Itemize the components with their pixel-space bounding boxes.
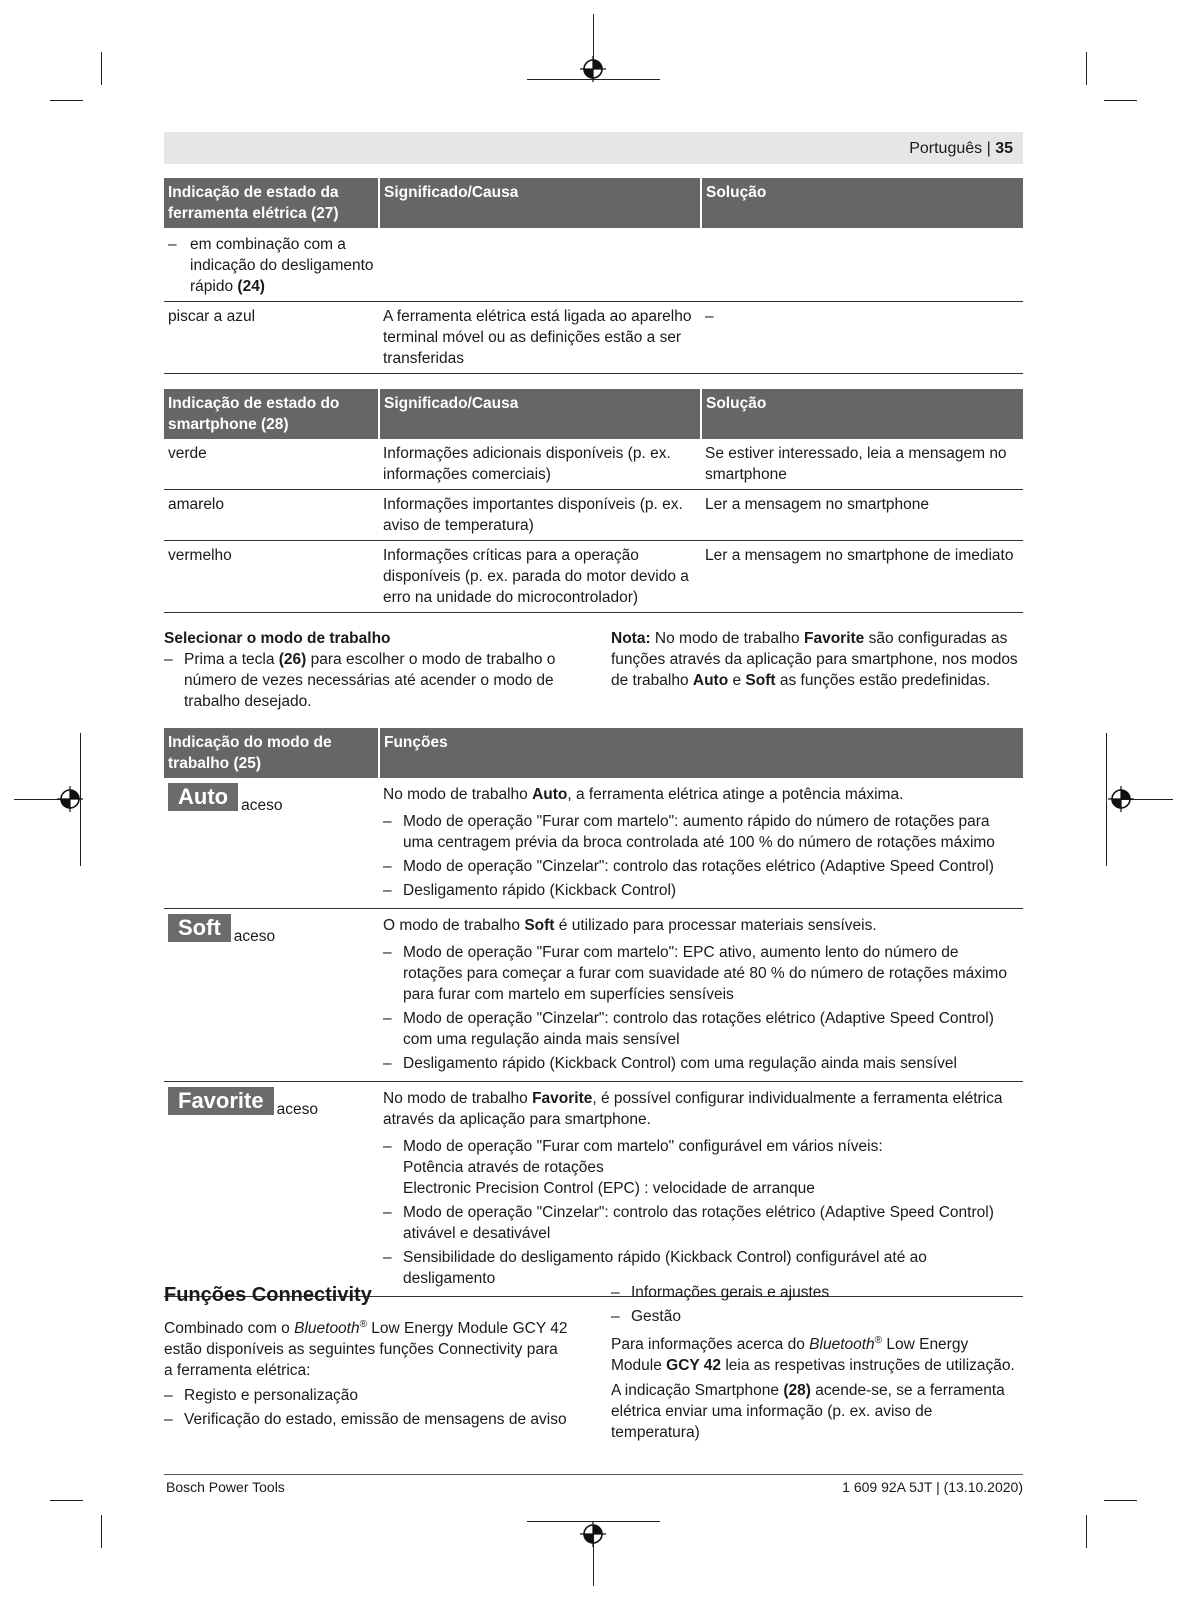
table-row: [164, 778, 1023, 909]
table-header-cell: Solução: [701, 178, 1023, 228]
lead-text: No modo de trabalho: [383, 1090, 528, 1107]
lead-mode: Soft: [524, 917, 555, 934]
list-item: – Modo de operação "Cinzelar": controlo das rotações elétrico (Adaptive Speed Control) ativável e desativável: [383, 1204, 994, 1242]
crop-mark-br-v: [1086, 1515, 1087, 1548]
paragraph-text: A indicação Smartphone: [611, 1382, 780, 1400]
key-reference: (26): [278, 651, 307, 668]
footer-brand: Bosch Power Tools: [166, 1479, 285, 1495]
list-item-text: Electronic Precision Control (EPC) : velocidade de arranque: [403, 1180, 815, 1197]
note-text: são configuradas as funções através da aplicação para smartphone, nos modos de trabalho: [611, 630, 1018, 689]
list-item-text: Desligamento rápido (Kickback Control) com uma regulação ainda mais sensível: [403, 1055, 957, 1072]
table-cell: piscar a azul: [164, 302, 379, 374]
select-mode-section: [164, 628, 569, 712]
mode-badge-soft: Soft: [168, 914, 231, 942]
table-cell: amarelo: [164, 490, 379, 541]
list-item: – Sensibilidade do desligamento rápido (Kickback Control) configurável até ao desligamento: [383, 1249, 927, 1287]
list-item: – Gestão: [611, 1308, 681, 1325]
table-cell: – em combinação com a indicação do desligamento rápido (24): [164, 228, 379, 302]
crop-mark-bl-v: [101, 1515, 102, 1548]
table-cell: Ler a mensagem no smartphone de imediato: [701, 541, 1023, 613]
lead-mode: Favorite: [532, 1090, 593, 1107]
registration-target-icon: [580, 56, 606, 82]
footer-doc-number: 1 609 92A 5JT | (13.10.2020): [842, 1479, 1023, 1495]
select-mode-instruction: [164, 649, 569, 712]
list-item: – Verificação do estado, emissão de mensagens de aviso: [164, 1411, 567, 1429]
mode-description: [383, 784, 1019, 805]
header-separator: |: [986, 140, 991, 157]
table-cell: Informações adicionais disponíveis (p. ex. informações comerciais): [379, 439, 701, 490]
table-header-cell: Significado/Causa: [379, 389, 701, 439]
paragraph-text: Low Energy Module GCY 42 estão disponíveis as seguintes funções Connectivity para a ferramenta elétrica:: [164, 1320, 568, 1380]
mode-badge-favorite: Favorite: [168, 1087, 274, 1115]
table-row: [164, 439, 1023, 490]
connectivity-paragraph: [611, 1380, 1023, 1443]
note-mode-favorite: Favorite: [804, 630, 865, 647]
instruction-text: para escolher o modo de trabalho o número de vezes necessárias até acender o modo de trabalho desejado.: [184, 651, 556, 710]
table-row: [164, 228, 1023, 302]
instruction-text: Prima a tecla: [184, 651, 275, 668]
list-item-text: Modo de operação "Furar com martelo" configurável em vários níveis:: [403, 1138, 883, 1155]
mode-description: [383, 915, 1019, 936]
list-item-text: Registo e personalização: [184, 1387, 359, 1405]
registration-mark-right-line: [1106, 733, 1107, 866]
table-header-cell: Indicação de estado da ferramenta elétrica (27): [164, 178, 379, 228]
header-language: Português: [909, 140, 983, 157]
dash-bullet: –: [164, 651, 173, 668]
registration-target-icon: [1108, 786, 1134, 812]
page-header-band: [164, 132, 1023, 164]
list-item-text: Modo de operação "Cinzelar": controlo das rotações elétrico (Adaptive Speed Control): [403, 858, 994, 875]
table-cell: [379, 909, 1023, 1082]
table-cell: A ferramenta elétrica está ligada ao aparelho terminal móvel ou as definições estão a ser transferidas: [379, 302, 701, 374]
crop-mark-bl-h: [50, 1500, 83, 1501]
list-item: – Registo e personalização: [164, 1387, 359, 1405]
table-header-cell: Funções: [379, 728, 1023, 778]
table-row: [164, 541, 1023, 613]
table-cell: vermelho: [164, 541, 379, 613]
list-item-text: Verificação do estado, emissão de mensagens de aviso: [184, 1411, 567, 1429]
lead-text: O modo de trabalho: [383, 917, 521, 934]
smartphone-status-table: [164, 389, 1023, 613]
lead-text: , é possível configurar individualmente a ferramenta elétrica através da aplicação para smartphone.: [383, 1090, 1003, 1128]
crop-mark-tr-h: [1104, 100, 1137, 101]
list-item-text: Modo de operação "Furar com martelo": EPC ativo, aumento lento do número de rotações para começar a furar com suavidade até 80 % do número de rotações máximo para furar com martelo em superfícies sensíveis: [403, 944, 1007, 1003]
list-item-text: Modo de operação "Cinzelar": controlo das rotações elétrico (Adaptive Speed Control) com uma regulação ainda mais sensível: [403, 1010, 994, 1048]
crop-mark-br-h: [1104, 1500, 1137, 1501]
lead-text: é utilizado para processar materiais sensíveis.: [558, 917, 877, 934]
table-cell: [164, 909, 379, 1082]
indicator-reference: (28): [783, 1382, 811, 1400]
note-mode-auto: Auto: [692, 672, 729, 689]
table-cell: [701, 228, 1023, 302]
connectivity-left: [164, 1282, 569, 1433]
table-cell: Ler a mensagem no smartphone: [701, 490, 1023, 541]
list-item-text: Gestão: [631, 1308, 681, 1325]
registered-mark: ®: [359, 1319, 367, 1330]
list-item: – Modo de operação "Furar com martelo" configurável em vários níveis: Potência através de rotações Electronic Precision Control (EPC) : velocidade de arranque: [383, 1136, 1019, 1199]
list-item-text: Sensibilidade do desligamento rápido (Kickback Control) configurável até ao desligamento: [403, 1249, 927, 1287]
mode-description: [383, 1088, 1019, 1130]
list-item-text: Modo de operação "Furar com martelo": aumento rápido do número de rotações para uma centragem prévia da broca controlada até 100 % do número de rotações máximo: [403, 813, 995, 851]
connectivity-heading: Funções Connectivity: [164, 1284, 372, 1306]
connectivity-paragraph: [611, 1330, 1023, 1376]
list-item: – Informações gerais e ajustes: [611, 1284, 830, 1301]
table-row: [164, 302, 1023, 374]
table-row: [164, 909, 1023, 1082]
lead-mode: Auto: [532, 786, 568, 803]
table-cell: Se estiver interessado, leia a mensagem no smartphone: [701, 439, 1023, 490]
module-model: GCY 42: [666, 1357, 722, 1375]
mode-status: aceso: [241, 797, 283, 814]
table-cell: Informações importantes disponíveis (p. ex. aviso de temperatura): [379, 490, 701, 541]
table-cell: [379, 1082, 1023, 1297]
paragraph-text: Low Energy Module: [611, 1336, 969, 1375]
lead-text: , a ferramenta elétrica atinge a potência máxima.: [567, 786, 904, 803]
note-section: [611, 628, 1023, 691]
table-row: [164, 1082, 1023, 1297]
table-cell: Informações críticas para a operação disponíveis (p. ex. parada do motor devido a erro na unidade do microcontrolador): [379, 541, 701, 613]
table-header-cell: Indicação de estado do smartphone (28): [164, 389, 379, 439]
mode-badge-auto: Auto: [168, 783, 238, 811]
mode-status: aceso: [276, 1101, 318, 1118]
crop-mark-tl-h: [50, 100, 83, 101]
list-item: – Modo de operação "Cinzelar": controlo das rotações elétrico (Adaptive Speed Control) com uma regulação ainda mais sensível: [383, 1010, 994, 1048]
list-item-text: Potência através de rotações: [403, 1159, 604, 1176]
list-item: – Desligamento rápido (Kickback Control) com uma regulação ainda mais sensível: [383, 1055, 957, 1072]
list-item-text: Informações gerais e ajustes: [631, 1284, 830, 1301]
work-mode-table: [164, 728, 1023, 1297]
note-text: No modo de trabalho: [654, 630, 800, 647]
paragraph-text: acende-se, se a ferramenta elétrica enviar uma informação (p. ex. aviso de temperatura): [611, 1382, 1005, 1442]
table-cell: –: [701, 302, 1023, 374]
table-row: [164, 490, 1023, 541]
list-item: – Modo de operação "Furar com martelo": EPC ativo, aumento lento do número de rotações para começar a furar com suavidade até 80 % do número de rotações máximo para furar com martelo em superfícies sensíveis: [383, 944, 1007, 1003]
page-header-label: [909, 138, 1023, 159]
note-text: e: [732, 672, 742, 689]
table-header-cell: Indicação do modo de trabalho (25): [164, 728, 379, 778]
bluetooth-term: Bluetooth: [809, 1336, 875, 1354]
registered-mark: ®: [874, 1335, 883, 1346]
registration-target-icon: [57, 786, 83, 812]
table-cell: [379, 778, 1023, 909]
list-item: – Desligamento rápido (Kickback Control): [383, 882, 677, 899]
table-cell: [379, 228, 701, 302]
note-mode-soft: Soft: [745, 672, 776, 689]
registration-target-icon: [580, 1521, 606, 1547]
paragraph-text: Para informações acerca do: [611, 1336, 805, 1354]
connectivity-right: [611, 1282, 1023, 1447]
mode-status: aceso: [233, 928, 276, 945]
paragraph-text: leia as respetivas instruções de utilização.: [725, 1357, 1015, 1375]
list-item-text: Desligamento rápido (Kickback Control): [403, 882, 677, 899]
list-item: – Modo de operação "Cinzelar": controlo das rotações elétrico (Adaptive Speed Control): [383, 858, 994, 875]
note-label: Nota:: [611, 630, 651, 647]
list-item: – Modo de operação "Furar com martelo": aumento rápido do número de rotações para uma centragem prévia da broca controlada até 100 % do número de rotações máximo: [383, 813, 995, 851]
table-header-cell: Significado/Causa: [379, 178, 701, 228]
row1-ref: (24): [237, 278, 265, 295]
table-cell: [164, 1082, 379, 1297]
crop-mark-tr-v: [1086, 52, 1087, 85]
page-number: 35: [995, 140, 1013, 157]
bluetooth-term: Bluetooth: [294, 1320, 360, 1338]
connectivity-intro: [164, 1314, 569, 1381]
tool-status-table: [164, 178, 1023, 374]
select-mode-heading: Selecionar o modo de trabalho: [164, 630, 391, 647]
footer-divider: [164, 1474, 1023, 1475]
note-text: as funções estão predefinidas.: [779, 672, 991, 689]
table-cell: verde: [164, 439, 379, 490]
crop-mark-tl-v: [101, 52, 102, 85]
list-item-text: Modo de operação "Cinzelar": controlo das rotações elétrico (Adaptive Speed Control) ativável e desativável: [403, 1204, 994, 1242]
lead-text: No modo de trabalho: [383, 786, 528, 803]
row1-text: em combinação com a indicação do desligamento rápido: [190, 236, 374, 295]
table-cell: [164, 778, 379, 909]
table-header-cell: Solução: [701, 389, 1023, 439]
paragraph-text: Combinado com o: [164, 1320, 290, 1338]
